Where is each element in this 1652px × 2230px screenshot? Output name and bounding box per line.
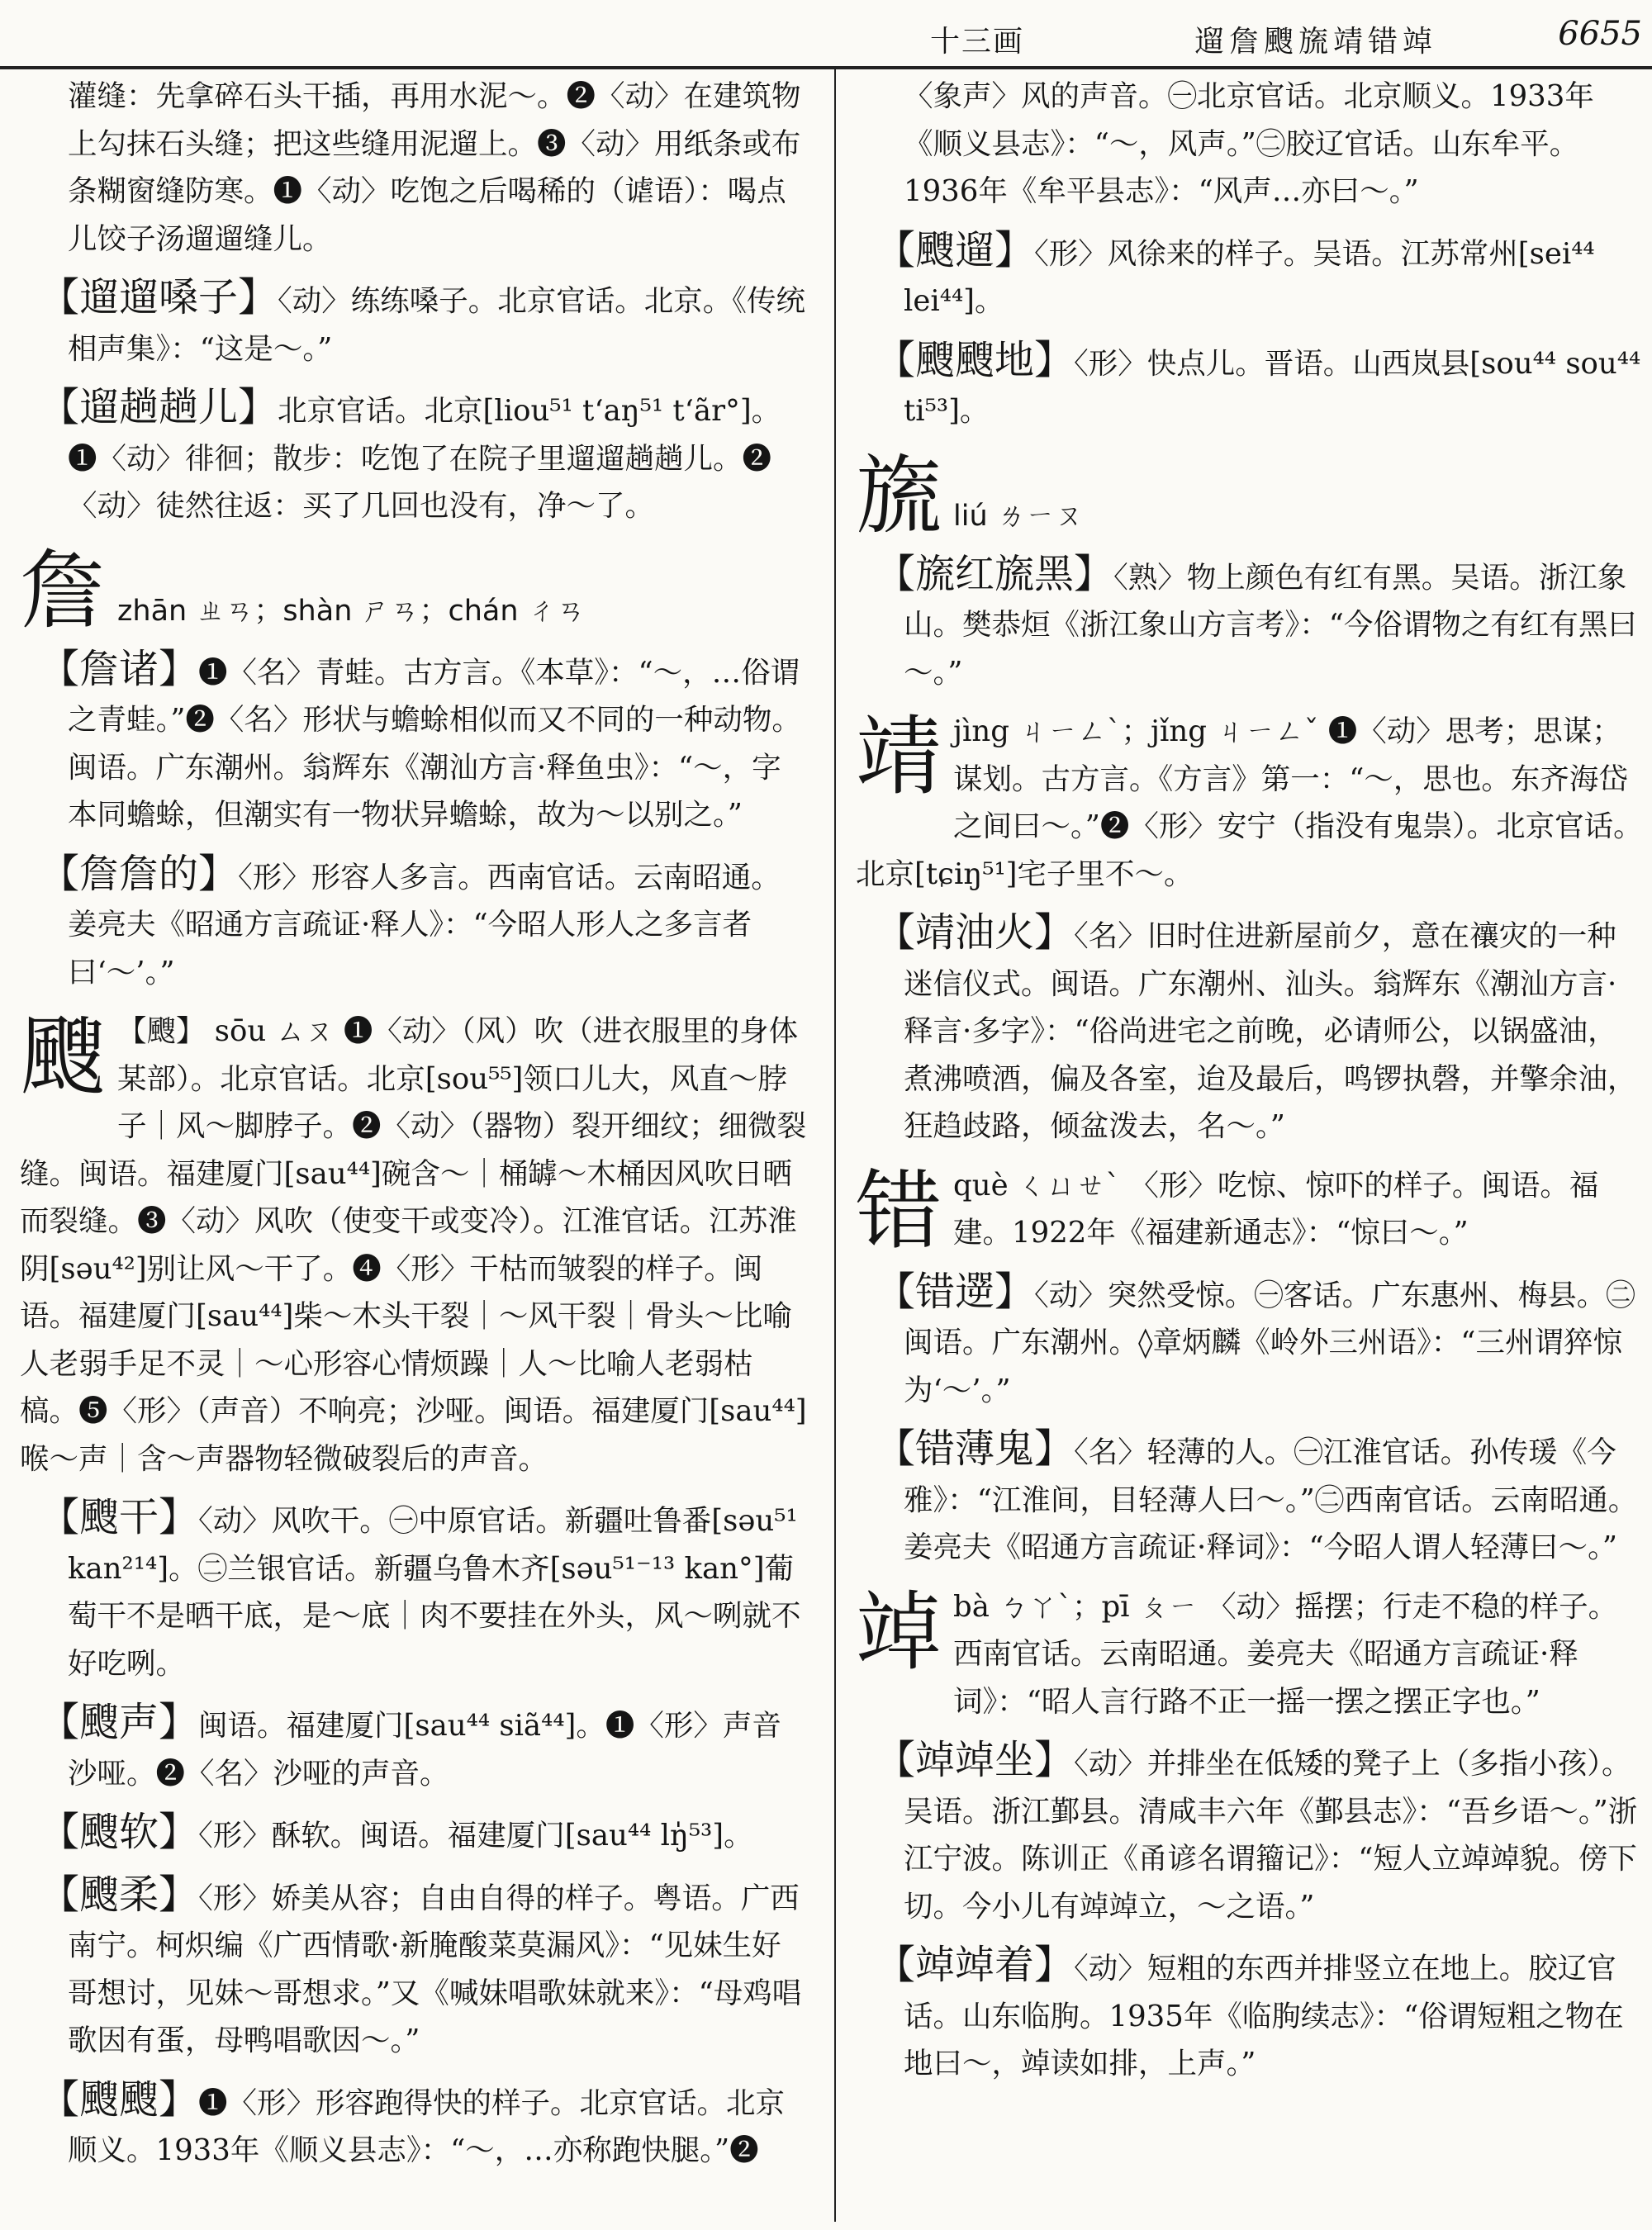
column-divider [834, 69, 836, 2222]
head-character: 颼 [20, 1006, 107, 1107]
head-character-block [856, 708, 1644, 898]
entry-headword: 【竨竨坐】 [876, 1737, 1075, 1783]
entry [851, 1269, 1644, 1415]
entry-definition: 北京官话。北京[liou⁵¹ tʻaŋ⁵¹ tʻãr°]。❶〈动〉徘徊；散步：吃饱了在院子里遛遛趟趟儿。❷〈动〉徒然往返：买了几回也没有，净～了。 [68, 394, 781, 523]
head-character-pronunciation: zhān ㄓㄢ；shàn ㄕㄢ；chán ㄔㄢ [117, 594, 586, 628]
head-character: 旒 [856, 444, 942, 546]
entry-headword: 【颼颼地】 [876, 336, 1075, 383]
entry [15, 1494, 808, 1687]
entry-headword: 【颼软】 [40, 1809, 199, 1855]
entry-definition: 〈形〉形容人多言。西南官话。云南昭通。姜亮夫《昭通方言疏证·释人》：“今昭人形人之多言者曰‘～’。” [68, 860, 781, 989]
head-character-block [20, 539, 808, 641]
entry-headword: 【靖油火】 [876, 909, 1075, 956]
entry-definition: 〈动〉短粗的东西并排竖立在地上。胶辽官话。山东临朐。1935年《临朐续志》：“俗谓短粗之物在地曰～，竨读如排，上声。” [904, 1952, 1624, 2081]
entry [851, 1942, 1644, 2088]
entry-headword: 【错遻】 [876, 1268, 1035, 1315]
entry [15, 2076, 808, 2175]
entry-headword: 【颼声】 [40, 1699, 199, 1745]
entry [851, 1737, 1644, 1930]
entry-definition: 〈形〉娇美从容；自由自得的样子。粤语。广西南宁。柯炽编《广西情歌·新腌酸菜莫漏风》：“见妹生好哥想讨，见妹～哥想求。”又《喊妹唱歌妹就来》：“母鸡唱歌因有蛋，母鸭唱歌因～。” [68, 1881, 802, 2057]
entry-headword: 【竨竨着】 [876, 1942, 1075, 1988]
head-character: 竨 [856, 1581, 942, 1682]
entry-definition: 〈熟〉物上颜色有红有黑。吴语。浙江象山。樊恭烜《浙江象山方言考》：“今俗谓物之有红有黑曰～。” [904, 560, 1637, 690]
entry-headword: 【遛趟趟儿】 [40, 384, 278, 430]
head-character-block [856, 1583, 1644, 1726]
section-label: 十三画 [929, 25, 1024, 59]
entry-definition: 〈动〉并排坐在低矮的凳子上（多指小孩）。吴语。浙江鄞县。清咸丰六年《鄞县志》：“吾乡语～。”浙江宁波。陈训正《甬谚名谓籀记》：“短人立竨竨貌。傍下切。今小儿有竨竨立，～之语。” [904, 1747, 1638, 1924]
entry [851, 909, 1644, 1151]
entry [851, 551, 1644, 697]
page-header [0, 0, 1652, 69]
entry-continuation: 〈象声〉风的声音。㊀北京官话。北京顺义。1933年《顺义县志》：“～，风声。”㊁胶辽官话。山东牟平。1936年《牟平县志》：“风声…亦曰～。” [904, 79, 1594, 208]
entry [15, 1809, 808, 1860]
entry-definition: ❶〈名〉青蛙。古方言。《本草》：“～，…俗谓之青蛙。”❷〈名〉形状与蟾蜍相似而又不同的一种动物。闽语。广东潮州。翁辉东《潮汕方言·释鱼虫》：“～，字本同蟾蜍，但潮实有一物状异蟾蜍，故为～以别之。” [68, 655, 801, 832]
entry-headword: 【遛遛嗓子】 [40, 274, 278, 320]
entry-headword: 【颼干】 [40, 1494, 199, 1540]
head-character-definition: què ㄑㄩㄝˋ 〈形〉吃惊、惊吓的样子。闽语。福建。1922年《福建新通志》：“惊曰～。” [953, 1168, 1599, 1250]
head-character: 错 [856, 1160, 942, 1261]
entry-headword: 【错薄鬼】 [876, 1426, 1075, 1472]
entry-definition: 〈动〉突然受惊。㊀客话。广东惠州、梅县。㊁闽语。广东潮州。◊章炳麟《岭外三州语》：“三州谓猝惊为‘～’。” [904, 1278, 1635, 1407]
entry-headword: 【颼柔】 [40, 1871, 199, 1918]
header-characters: 遛詹颼旒靖错竨 [1194, 25, 1437, 59]
head-character-definition: 【颼】 sōu ㄙㄡ ❶〈动〉（风）吹（进衣服里的身体某部）。北京官话。北京[sou⁵⁵]领口儿大，风直～脖子｜风～脚脖子。❷〈动〉（器物）裂开细纹；细微裂缝。闽语。福建厦门[sau⁴⁴]碗含～｜桶罅～木桶因风吹日晒而裂缝。❸〈动〉风吹（使变干或变冷）。江淮官话。江苏淮阴[səu⁴²]别让风～干了。❹〈形〉干枯而皱裂的样子。闽语。福建厦门[sau⁴⁴]柴～木头干裂｜～风干裂｜骨头～比喻人老弱手足不灵｜～心形容心情烦躁｜人～比喻人老弱枯槁。❺〈形〉（声音）不响亮；沙哑。闽语。福建厦门[sau⁴⁴]喉～声｜含～声器物轻微破裂后的声音。 [20, 1014, 807, 1476]
entry-definition: 〈形〉酥软。闽语。福建厦门[sau⁴⁴ lŋ̍⁵³]。 [198, 1819, 753, 1853]
entry-headword: 【詹诸】 [40, 645, 199, 692]
head-character-block [856, 1160, 1644, 1261]
entry [851, 337, 1644, 435]
entry-headword: 【颼颼】 [40, 2076, 199, 2123]
entry-definition: 〈形〉风徐来的样子。吴语。江苏常州[sei⁴⁴ lei⁴⁴]。 [904, 236, 1595, 318]
entry-definition: 〈动〉风吹干。㊀中原官话。新疆吐鲁番[səu⁵¹ kan²¹⁴]。㊁兰银官话。新疆乌鲁木齐[səu⁵¹⁻¹³ kan°]葡萄干不是晒干底，是～底｜肉不要挂在外头，风～咧就不好吃咧。 [68, 1504, 801, 1681]
entry [15, 1872, 808, 2065]
head-character-definition: jìng ㄐㄧㄥˋ；jǐng ㄐㄧㄥˇ ❶〈动〉思考；思谋；谋划。古方言。《方言》第一：“～，思也。东齐海岱之间曰～。”❷〈形〉安宁（指没有鬼祟）。北京官话。北京[tɕiŋ⁵¹]宅子里不～。 [856, 714, 1643, 891]
entry [15, 851, 808, 997]
right-column [851, 73, 1644, 2100]
entry [15, 384, 808, 530]
entry [15, 274, 808, 372]
entry-definition: 〈名〉轻薄的人。㊀江淮官话。孙传瑗《今雅》：“江淮间，目轻薄人曰～。”㊁西南官话。云南昭通。姜亮夫《昭通方言疏证·释词》：“今昭人谓人轻薄曰～。” [904, 1435, 1638, 1564]
entry-headword: 【颼遛】 [876, 226, 1035, 273]
page-number: 6655 [1558, 15, 1642, 53]
entry-definition: 〈动〉练练嗓子。北京官话。北京。《传统相声集》：“这是～。” [68, 284, 806, 366]
entry [15, 646, 808, 839]
entry-definition: ❶〈形〉形容跑得快的样子。北京官话。北京顺义。1933年《顺义县志》：“～，…亦称跑快腿。”❷ [68, 2085, 786, 2167]
head-character: 靖 [856, 706, 942, 807]
entry-headword: 【旒红旒黑】 [876, 550, 1114, 597]
entry [15, 1699, 808, 1797]
entry-continuation: 灌缝：先拿碎石头干插，再用水泥～。❷〈动〉在建筑物上勾抹石头缝；把这些缝用泥遛上。❸〈动〉用纸条或布条糊窗缝防寒。❶〈动〉吃饱之后喝稀的（谑语）：喝点儿饺子汤遛遛缝儿。 [68, 79, 801, 256]
entry-headword: 【詹詹的】 [40, 850, 239, 897]
entry-definition: 〈名〉旧时住进新屋前夕，意在禳灾的一种迷信仪式。闽语。广东潮州、汕头。翁辉东《潮汕方言·释言·多字》：“俗尚进宅之前晚，必请师公，以锅盛油，煮沸喷酒，偏及各室，迨及最后，鸣锣执磬，并擎余油，狂趋歧路，倾盆泼去，名～。” [904, 919, 1637, 1143]
entry [851, 227, 1644, 325]
left-column [15, 73, 808, 2186]
head-character-block [20, 1008, 808, 1483]
entry-definition: 〈形〉快点儿。晋语。山西岚县[sou⁴⁴ sou⁴⁴ ti⁵³]。 [904, 346, 1641, 428]
head-character-definition: bà ㄅㄚˋ；pī ㄆㄧ 〈动〉摇摆；行走不稳的样子。西南官话。云南昭通。姜亮夫《昭通方言疏证·释词》：“昭人言行路不正一摇一摆之摆正字也。” [953, 1589, 1618, 1719]
head-character: 詹 [20, 539, 107, 641]
head-character-block [856, 444, 1644, 546]
entry-definition: 闽语。福建厦门[sau⁴⁴ siã⁴⁴]。❶〈形〉声音沙哑。❷〈名〉沙哑的声音。 [68, 1709, 781, 1791]
head-character-pronunciation: liú ㄌㄧㄡ [953, 499, 1084, 533]
entry [851, 1426, 1644, 1572]
